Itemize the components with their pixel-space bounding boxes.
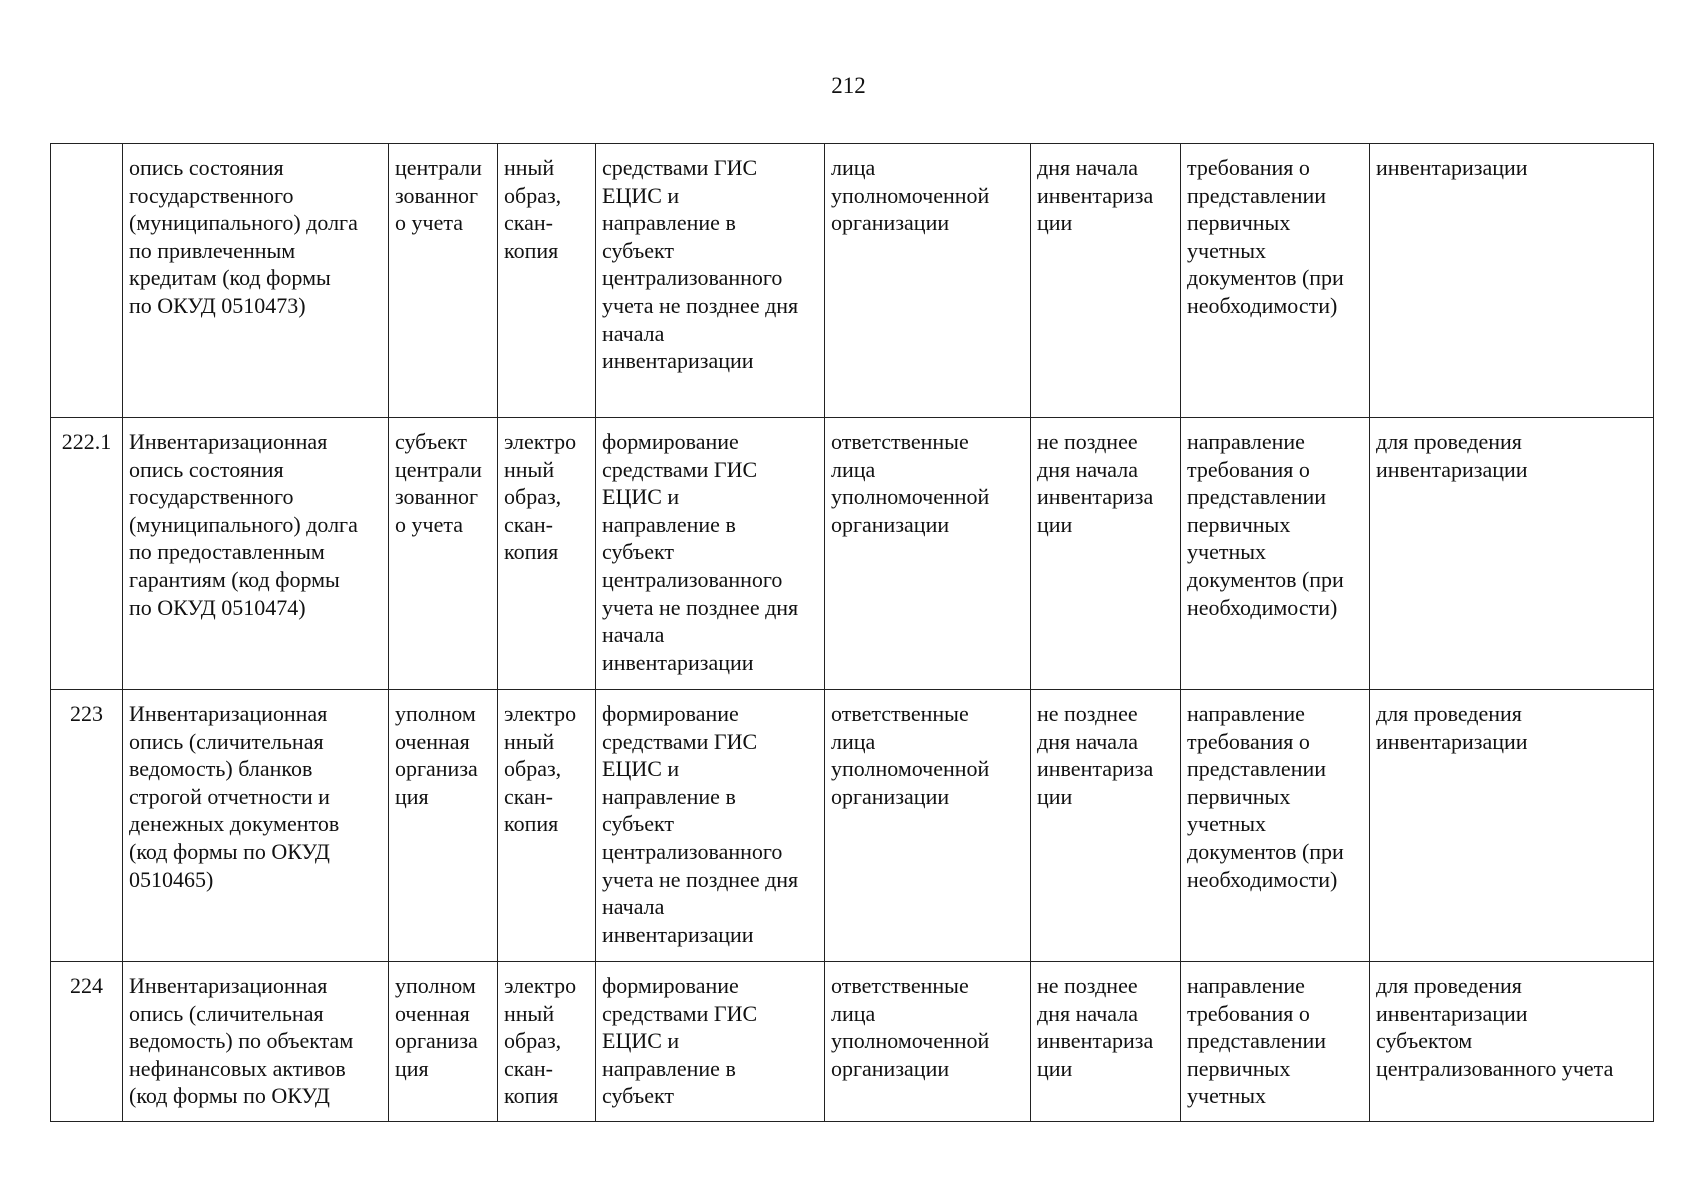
method-cell: формирование средствами ГИС ЕЦИС и направление в субъект централизованного учета не позднее дня начала инвентаризации	[596, 690, 825, 962]
action-cell: требования о представлении первичных учетных документов (при необходимости)	[1181, 144, 1370, 418]
document-name-cell: опись состояния государственного (муниципального) долга по привлеченным кредитам (код формы по ОКУД 0510473)	[123, 144, 389, 418]
format-cell: электро нный образ, скан- копия	[498, 962, 596, 1122]
table-row	[51, 962, 1654, 1122]
method-cell: формирование средствами ГИС ЕЦИС и направление в субъект централизованного учета не позднее дня начала инвентаризации	[596, 418, 825, 690]
purpose-cell: для проведения инвентаризации субъектом централизованного учета	[1370, 962, 1654, 1122]
term-cell: не позднее дня начала инвентариза ции	[1031, 962, 1181, 1122]
row-number: 224	[51, 962, 123, 1122]
creator-cell: уполном оченная организа ция	[389, 962, 498, 1122]
document-name-cell: Инвентаризационная опись (сличительная ведомость) бланков строгой отчетности и денежных документов (код формы по ОКУД 0510465)	[123, 690, 389, 962]
method-cell: формирование средствами ГИС ЕЦИС и направление в субъект	[596, 962, 825, 1122]
page-number: 212	[831, 73, 866, 98]
purpose-cell: для проведения инвентаризации	[1370, 418, 1654, 690]
table-row	[51, 690, 1654, 962]
action-cell: направление требования о представлении первичных учетных документов (при необходимости)	[1181, 418, 1370, 690]
document-name-cell: Инвентаризационная опись состояния государственного (муниципального) долга по предоставленным гарантиям (код формы по ОКУД 0510474)	[123, 418, 389, 690]
format-cell: электро нный образ, скан- копия	[498, 418, 596, 690]
method-cell: средствами ГИС ЕЦИС и направление в субъект централизованного учета не позднее дня начала инвентаризации	[596, 144, 825, 418]
creator-cell: субъект централи зованног о учета	[389, 418, 498, 690]
purpose-cell: инвентаризации	[1370, 144, 1654, 418]
format-cell: электро нный образ, скан- копия	[498, 690, 596, 962]
term-cell: не позднее дня начала инвентариза ции	[1031, 690, 1181, 962]
responsible-cell: лица уполномоченной организации	[825, 144, 1031, 418]
responsible-cell: ответственные лица уполномоченной организации	[825, 418, 1031, 690]
term-cell: не позднее дня начала инвентариза ции	[1031, 418, 1181, 690]
action-cell: направление требования о представлении первичных учетных документов (при необходимости)	[1181, 690, 1370, 962]
table-row	[51, 144, 1654, 418]
table-row	[51, 418, 1654, 690]
row-number: 222.1	[51, 418, 123, 690]
format-cell: нный образ, скан- копия	[498, 144, 596, 418]
term-cell: дня начала инвентариза ции	[1031, 144, 1181, 418]
responsible-cell: ответственные лица уполномоченной организации	[825, 690, 1031, 962]
purpose-cell: для проведения инвентаризации	[1370, 690, 1654, 962]
document-name-cell: Инвентаризационная опись (сличительная ведомость) по объектам нефинансовых активов (код формы по ОКУД	[123, 962, 389, 1122]
row-number: 223	[51, 690, 123, 962]
creator-cell: уполном оченная организа ция	[389, 690, 498, 962]
document-table	[50, 143, 1654, 1122]
row-number	[51, 144, 123, 418]
action-cell: направление требования о представлении первичных учетных	[1181, 962, 1370, 1122]
responsible-cell: ответственные лица уполномоченной организации	[825, 962, 1031, 1122]
creator-cell: централи зованног о учета	[389, 144, 498, 418]
